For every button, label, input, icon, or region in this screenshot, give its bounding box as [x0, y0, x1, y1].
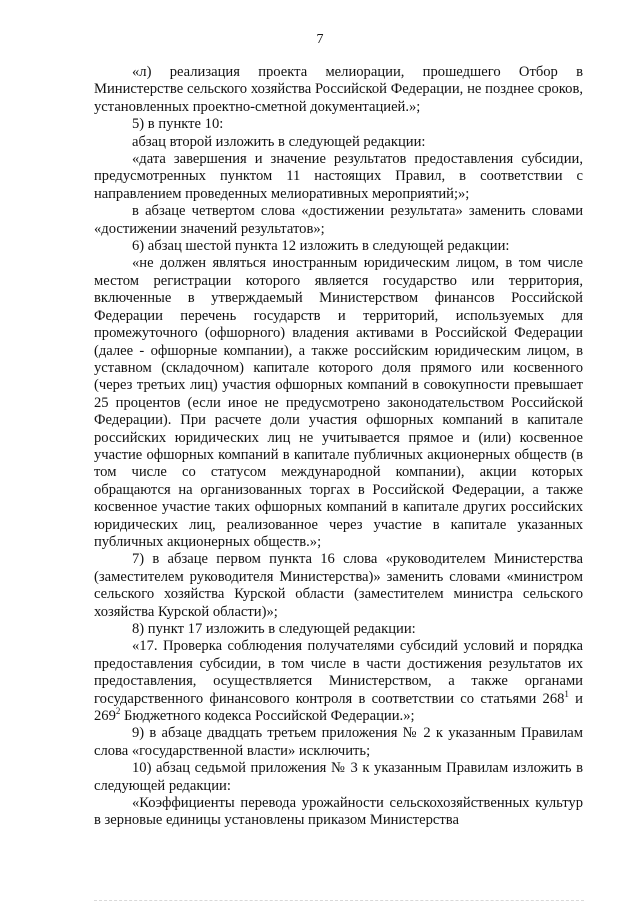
text-span: Бюджетного кодекса Российской Федерации.»;	[120, 708, 415, 725]
paragraph: «Коэффициенты перевода урожайности сельскохозяйственных культур в зерновые единицы установлены приказом Министерства	[94, 795, 583, 829]
text-span: «17. Проверка соблюдения получателями субсидий условий и порядка предоставления субсидии, в том числе в части достижения результатов их предоставления, осуществляется Министерством, а также органами государственного финансового контроля в соответствии со статьями 268	[94, 638, 583, 707]
paragraph: в абзаце четвертом слова «достижении результата» заменить словами «достижении значений результатов»;	[94, 203, 583, 237]
paragraph: 7) в абзаце первом пункта 16 слова «руководителем Министерства (заместителем руководителя Министерства)» заменить словами «министром сельского хозяйства Курской области (заместителем министра сельского хозяйства Курской области)»;	[94, 551, 583, 620]
paragraph: абзац второй изложить в следующей редакции:	[132, 133, 426, 150]
paragraph: «дата завершения и значение результатов предоставления субсидии, предусмотренных пунктом 11 настоящих Правил, в соответствии с направлением проведенных мелиоративных мероприятий;»;	[94, 151, 583, 202]
superscript: 2	[115, 706, 121, 717]
page-number: 7	[316, 32, 324, 47]
paragraph: 8) пункт 17 изложить в следующей редакции:	[132, 621, 416, 637]
paragraph: 9) в абзаце двадцать третьем приложения № 2 к указанным Правилам слова «государственной власти» исключить;	[94, 725, 583, 759]
paragraph-point-17	[94, 638, 583, 725]
paragraph: 10) абзац седьмой приложения № 3 к указанным Правилам изложить в следующей редакции:	[94, 760, 583, 794]
document-body	[94, 64, 583, 830]
paragraph: «не должен являться иностранным юридическим лицом, в том числе местом регистрации которого является государство или территория, включенные в утверждаемый Министерством финансов Российской Федерации перечень государств и территорий, используемых для промежуточного (офшорного) владения активами в Российской Федерации (далее - офшорные компании), а также российским юридическим лицом, в уставном (складочном) капитале которого доля прямого или косвенного (через третьих лиц) участия офшорных компаний в совокупности превышает 25 процентов (если иное не предусмотрено законодательством Российской Федерации). При расчете доли участия офшорных компаний в капитале российских юридических лиц не учитывается прямое и (или) косвенное участие офшорных компаний в капитале публичных акционерных обществ (в том числе со статусом международной компании), акции которых обращаются на организованных торгах в Российской Федерации, а также косвенное участие таких офшорных компаний в капитале других российских юридических лиц, реализованное через участие в капитале указанных публичных акционерных обществ.»;	[94, 255, 583, 550]
paragraph: «л) реализация проекта мелиорации, прошедшего Отбор в Министерстве сельского хозяйства Российской Федерации, не позднее сроков, установленных проектно-сметной документацией.»;	[94, 64, 583, 115]
superscript: 1	[564, 688, 569, 699]
scan-edge-divider	[94, 900, 584, 903]
paragraph: 6) абзац шестой пункта 12 изложить в следующей редакции:	[132, 238, 510, 255]
text-span: и 269	[94, 690, 583, 725]
paragraph: 5) в пункте 10:	[132, 116, 224, 133]
